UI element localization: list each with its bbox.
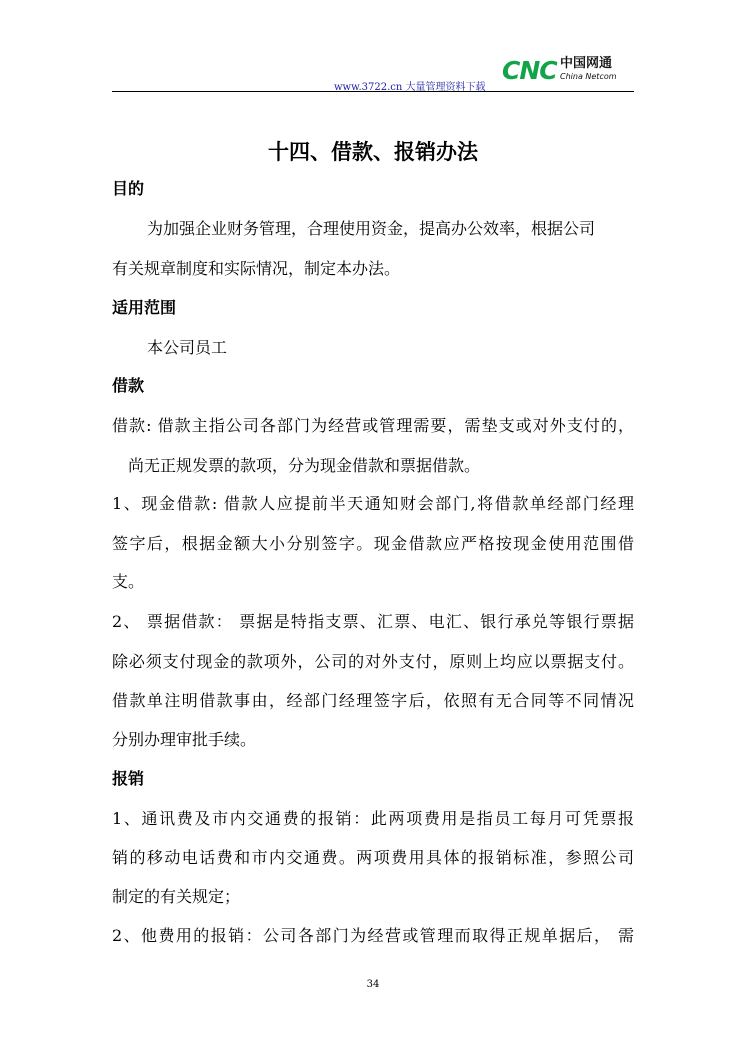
header-divider	[112, 91, 634, 92]
paragraph-line: 支。	[112, 572, 145, 591]
paragraph-line: 2、 票据借款： 票据是特指支票、汇票、电汇、银行承兑等银行票据	[112, 612, 634, 631]
heading-loan: 借款	[112, 376, 145, 395]
paragraph-line: 本公司员工	[147, 338, 228, 357]
paragraph-line: 借款单注明借款事由，经部门经理签字后，依照有无合同等不同情况	[112, 691, 634, 710]
paragraph-line: 1、通讯费及市内交通费的报销：此两项费用是指员工每月可凭票报	[112, 809, 634, 828]
cnc-logo-mark: CNC	[502, 56, 557, 85]
paragraph-line: 为加强企业财务管理，合理使用资金，提高办公效率，根据公司	[147, 219, 596, 238]
header-url[interactable]: www.3722.cn	[334, 82, 403, 93]
page-header	[112, 48, 634, 92]
paragraph-line: 分别办理审批手续。	[112, 730, 257, 749]
logo-chinese-name: 中国网通	[560, 56, 613, 71]
paragraph-line: 有关规章制度和实际情况，制定本办法。	[112, 259, 401, 278]
header-suffix: 大量管理资料下载	[402, 82, 486, 93]
paragraph-line: 借款: 借款主指公司各部门为经营或管理需要，需垫支或对外支付的，	[112, 416, 634, 435]
heading-scope: 适用范围	[112, 298, 177, 317]
paragraph-line: 销的移动电话费和市内交通费。两项费用具体的报销标准，参照公司	[112, 848, 634, 867]
heading-purpose: 目的	[112, 179, 145, 198]
document-title: 十四、借款、报销办法	[268, 140, 478, 164]
paragraph-line: 2、他费用的报销：公司各部门为经营或管理而取得正规单据后， 需	[112, 926, 634, 945]
paragraph-line: 制定的有关规定；	[112, 887, 241, 906]
paragraph-line: 尚无正规发票的款项，分为现金借款和票据借款。	[128, 456, 481, 475]
china-netcom-logo	[502, 56, 634, 86]
logo-english-name: China Netcom	[560, 72, 617, 81]
heading-reimbursement: 报销	[112, 769, 145, 788]
paragraph-line: 签字后，根据金额大小分别签字。现金借款应严格按现金使用范围借	[112, 534, 634, 553]
paragraph-line: 1、现金借款: 借款人应提前半天通知财会部门,将借款单经部门经理	[112, 494, 634, 513]
page-number: 34	[366, 979, 380, 990]
paragraph-line: 除必须支付现金的款项外，公司的对外支付，原则上均应以票据支付。	[112, 652, 634, 671]
